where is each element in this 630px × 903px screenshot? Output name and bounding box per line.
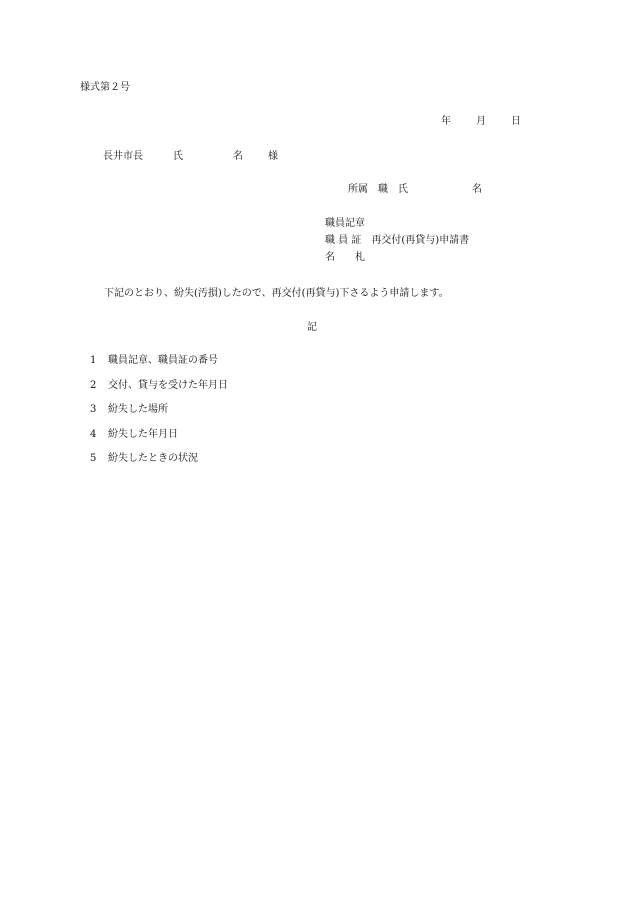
applicant-name-label: 名 (472, 184, 482, 195)
list-item (90, 355, 228, 380)
item-text: 紛失した年月日 (108, 428, 178, 440)
subject-line-1: 職員記章 (325, 218, 365, 229)
item-number: 1 (90, 355, 97, 366)
applicant-line (348, 184, 482, 196)
item-number: 3 (90, 404, 97, 415)
addressee-name-1: 氏 (173, 151, 183, 162)
item-text: 紛失した場所 (108, 404, 168, 415)
ki-heading: 記 (307, 322, 317, 333)
list-item (90, 453, 228, 478)
item-text: 職員記章、職員証の番号 (108, 355, 218, 366)
date-line (441, 116, 521, 128)
item-list (90, 355, 228, 478)
date-month-label: 月 (476, 116, 486, 127)
item-number: 2 (90, 379, 97, 391)
date-day-label: 日 (511, 116, 521, 127)
subject-block (325, 218, 469, 269)
addressee-title: 長井市長 (103, 151, 143, 162)
subject-line-3: 名 札 (325, 252, 365, 263)
list-item (90, 380, 228, 405)
item-text: 紛失したときの状況 (108, 453, 198, 464)
item-number: 5 (90, 453, 97, 464)
list-item (90, 429, 228, 454)
form-number: 様式第２号 (80, 82, 130, 93)
list-item (90, 404, 228, 429)
addressee-name-2: 名 (233, 151, 243, 162)
body-text: 下記のとおり、紛失(汚損)したので、再交付(再貸与)下さるよう申請します。 (104, 288, 449, 299)
applicant-affiliation-label: 所属 職 氏 (348, 184, 408, 195)
addressee-honorific: 様 (268, 151, 278, 162)
item-number: 4 (90, 428, 97, 440)
subject-line-2: 職 員 証 再交付(再貸与)申請書 (325, 235, 470, 246)
addressee-line (103, 151, 278, 163)
date-year-label: 年 (441, 116, 451, 127)
item-text: 交付、貸与を受けた年月日 (108, 379, 228, 391)
